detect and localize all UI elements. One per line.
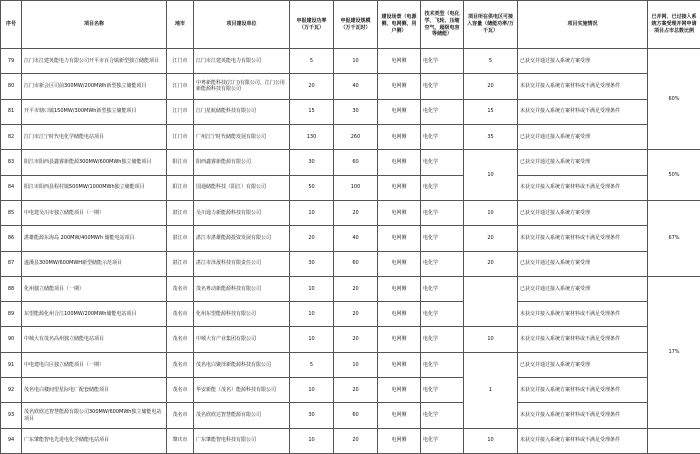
table-row [1, 302, 700, 327]
cell-seq: 85 [1, 200, 22, 225]
cell-scene: 电网侧 [378, 150, 421, 175]
cell-power: 5 [290, 49, 334, 74]
cell-grid: 5 [464, 49, 518, 74]
cell-city: 茂名市 [167, 302, 194, 327]
cell-scene: 电网侧 [378, 428, 421, 453]
cell-grid: 10 [464, 428, 518, 453]
cell-project: 遂溪县300MW/600MWH新型储能示范项目 [22, 251, 167, 276]
cell-project: 化州独立储能项目（一期） [22, 276, 167, 301]
cell-power: 10 [290, 378, 334, 403]
cell-ratio-zhaoqing [648, 428, 700, 453]
cell-status: 已获交并通过接入系统方案受理 [518, 276, 648, 301]
cell-seq: 93 [1, 403, 22, 428]
cell-seq: 84 [1, 175, 22, 200]
table-row [1, 276, 700, 301]
cell-power: 30 [290, 403, 334, 428]
table-row [1, 352, 700, 377]
cell-unit: 化州东望能源科技有限公司 [194, 302, 290, 327]
header-power: 申报建设功率（万千瓦） [290, 1, 334, 49]
cell-status: 未获交并接入系统方案材料或不满足受理条件 [518, 378, 648, 403]
cell-project: 东望能源化州合江100MW/200MWh储能电站项目 [22, 302, 167, 327]
cell-tech: 电化学 [421, 302, 464, 327]
cell-scene: 电网侧 [378, 403, 421, 428]
cell-power: 10 [290, 327, 334, 352]
cell-grid: 20 [464, 251, 518, 276]
cell-city: 茂名市 [167, 352, 194, 377]
cell-scene: 电网侧 [378, 49, 421, 74]
cell-power: 10 [290, 302, 334, 327]
table-row [1, 74, 700, 99]
cell-scene: 电网侧 [378, 99, 421, 124]
cell-power: 5 [290, 352, 334, 377]
cell-unit: 吴川通力新能源科技有限公司 [194, 200, 290, 225]
header-capacity: 申报建设规模（万千瓦时） [334, 1, 378, 49]
cell-tech: 电化学 [421, 327, 464, 352]
cell-project: 江门市新会区司前300MW/200MWh新型独立储能项目 [22, 74, 167, 99]
cell-power: 30 [290, 251, 334, 276]
cell-unit: 华安新能（茂名）能源科技有限公司 [194, 378, 290, 403]
cell-city: 阳江市 [167, 175, 194, 200]
cell-seq: 88 [1, 276, 22, 301]
cell-unit: 江门市江建英能电力有限公司 [194, 49, 290, 74]
table-row [1, 226, 700, 251]
cell-grid: 10 [464, 200, 518, 225]
cell-ratio-zhanjiang: 67% [648, 200, 700, 276]
cell-tech: 电化学 [421, 150, 464, 175]
cell-unit: 广州江宁时代储能发展有限公司 [194, 124, 290, 149]
cell-unit: 阳西鑫睿新能源有限公司 [194, 150, 290, 175]
cell-status: 已获交并通过接入系统方案受理 [518, 251, 648, 276]
cell-status: 未获交并接入系统方案材料或不满足受理条件 [518, 327, 648, 352]
cell-grid: 20 [464, 74, 518, 99]
cell-capacity: 10 [334, 49, 378, 74]
cell-tech: 电化学 [421, 175, 464, 200]
cell-power: 10 [290, 276, 334, 301]
cell-tech: 电化学 [421, 428, 464, 453]
cell-power: 20 [290, 74, 334, 99]
cell-capacity: 20 [334, 378, 378, 403]
cell-grid: 20 [464, 226, 518, 251]
cell-project: 广东肇能智电先进电化学储能电站项目 [22, 428, 167, 453]
cell-capacity: 60 [334, 403, 378, 428]
cell-project: 茂名电白楼间望星际电厂配套储能项目 [22, 378, 167, 403]
cell-status: 已获交并通过接入系统方案受理 [518, 200, 648, 225]
cell-unit: 茂名欣欣达智慧能源有限公司 [194, 403, 290, 428]
cell-seq: 91 [1, 352, 22, 377]
cell-power: 50 [290, 175, 334, 200]
cell-seq: 90 [1, 327, 22, 352]
cell-grid: 35 [464, 124, 518, 149]
cell-tech: 电化学 [421, 74, 464, 99]
table-row [1, 49, 700, 74]
cell-city: 茂名市 [167, 378, 194, 403]
cell-capacity: 20 [334, 276, 378, 301]
cell-status: 未获交并接入系统方案材料或不满足受理条件 [518, 302, 648, 327]
cell-status: 未获交并接入系统方案材料或不满足受理条件 [518, 74, 648, 99]
cell-grid: 15 [464, 99, 518, 124]
cell-unit: 中粤新能科技(江门)有限公司、江门公用新能源科技有限公司 [194, 74, 290, 99]
cell-project: 江门市江建英能电力有限公司开平市百合镇新型独立储能项目 [22, 49, 167, 74]
cell-capacity: 60 [334, 150, 378, 175]
table-row [1, 175, 700, 200]
cell-seq: 79 [1, 49, 22, 74]
cell-scene: 电网侧 [378, 352, 421, 377]
cell-scene: 电网侧 [378, 74, 421, 99]
header-row [1, 1, 700, 49]
cell-tech: 电化学 [421, 352, 464, 377]
cell-project: 茂名欣欣达智慧能源有限公司300MW/600MWh独立储能电站项目 [22, 403, 167, 428]
cell-project: 中电建电白区独立储能项目（一期） [22, 352, 167, 377]
table-row [1, 378, 700, 403]
cell-seq: 83 [1, 150, 22, 175]
cell-city: 湛江市 [167, 251, 194, 276]
cell-status: 未获交并接入系统方案材料或不满足受理条件 [518, 403, 648, 428]
cell-tech: 电化学 [421, 200, 464, 225]
cell-unit: 湛江市湛雄能源投资发展有限公司 [194, 226, 290, 251]
header-seq: 序号 [1, 1, 22, 49]
cell-ratio-yangjiang: 50% [648, 150, 700, 201]
header-unit: 项目建设单位 [194, 1, 290, 49]
table-row [1, 327, 700, 352]
cell-status: 未获交并接入系统方案材料或不满足受理条件 [518, 226, 648, 251]
cell-seq: 82 [1, 124, 22, 149]
cell-city: 江门市 [167, 74, 194, 99]
cell-project: 中电建吴川市独立储能项目（一期） [22, 200, 167, 225]
cell-scene: 电网侧 [378, 276, 421, 301]
cell-unit: 广东肇能智电科技有限公司 [194, 428, 290, 453]
header-project: 项目名称 [22, 1, 167, 49]
cell-unit: 茂名电白聚泽新能源科技有限公司 [194, 352, 290, 377]
cell-unit: 江门星航储能科技有限公司 [194, 99, 290, 124]
cell-seq: 80 [1, 74, 22, 99]
cell-grid: 1 [464, 352, 518, 428]
header-status: 项目实施情况 [518, 1, 648, 49]
header-grid-capacity: 项目所在供电区可接入容量（储能功率/万千瓦） [464, 1, 518, 49]
cell-project: 开平市塘口镇150MW/300MWh新型独立储能项目 [22, 99, 167, 124]
cell-power: 10 [290, 200, 334, 225]
cell-tech: 电化学 [421, 99, 464, 124]
cell-scene: 电网侧 [378, 124, 421, 149]
cell-tech: 电化学 [421, 251, 464, 276]
header-scene: 建设场景（电源侧、电网侧、用户侧） [378, 1, 421, 49]
cell-capacity: 20 [334, 428, 378, 453]
cell-city: 江门市 [167, 49, 194, 74]
cell-grid [464, 276, 518, 327]
cell-scene: 电网侧 [378, 175, 421, 200]
cell-city: 茂名市 [167, 327, 194, 352]
cell-unit: 中城大有产业集团有限公司 [194, 327, 290, 352]
cell-tech: 电化学 [421, 403, 464, 428]
cell-status: 已获交并通过接入系统方案受理 [518, 352, 648, 377]
cell-seq: 92 [1, 378, 22, 403]
table-row [1, 200, 700, 225]
cell-city: 湛江市 [167, 226, 194, 251]
cell-unit: 茂名粤动新能源科技有限公司 [194, 276, 290, 301]
cell-seq: 87 [1, 251, 22, 276]
table-row [1, 251, 700, 276]
table-row [1, 403, 700, 428]
cell-seq: 89 [1, 302, 22, 327]
table-row [1, 150, 700, 175]
cell-capacity: 10 [334, 352, 378, 377]
table-row [1, 124, 700, 149]
cell-status: 未获交并接入系统方案材料或不满足受理条件 [518, 99, 648, 124]
cell-status: 已获交并通过接入系统方案受理 [518, 150, 648, 175]
cell-seq: 94 [1, 428, 22, 453]
cell-city: 茂名市 [167, 276, 194, 301]
cell-power: 130 [290, 124, 334, 149]
cell-scene: 电网侧 [378, 302, 421, 327]
cell-tech: 电化学 [421, 226, 464, 251]
cell-unit: 国通储能科技（阳江）有限公司 [194, 175, 290, 200]
cell-seq: 81 [1, 99, 22, 124]
cell-grid: 10 [464, 150, 518, 201]
cell-tech: 电化学 [421, 276, 464, 301]
cell-capacity: 20 [334, 327, 378, 352]
cell-capacity: 20 [334, 200, 378, 225]
cell-capacity: 40 [334, 226, 378, 251]
cell-tech: 电化学 [421, 378, 464, 403]
cell-ratio-jiangmen: 60% [648, 49, 700, 150]
cell-capacity: 100 [334, 175, 378, 200]
cell-ratio-maoming: 17% [648, 276, 700, 428]
cell-project: 中城大有茂名高州独立储能电站项目 [22, 327, 167, 352]
cell-capacity: 60 [334, 251, 378, 276]
cell-status: 已获交并通过接入系统方案受理 [518, 49, 648, 74]
cell-project: 阳江市阳西县鑫睿新能源300MW/600MWh独立储能项目 [22, 150, 167, 175]
cell-city: 江门市 [167, 99, 194, 124]
cell-project: 江门市江宁时代电化学储能电站项目 [22, 124, 167, 149]
cell-scene: 电网侧 [378, 327, 421, 352]
cell-grid: 10 [464, 327, 518, 352]
cell-status: 已获交并通过接入系统方案受理 [518, 124, 648, 149]
cell-capacity: 40 [334, 74, 378, 99]
cell-tech: 电化学 [421, 49, 464, 74]
cell-city: 茂名市 [167, 403, 194, 428]
cell-city: 肇庆市 [167, 428, 194, 453]
table-row [1, 428, 700, 453]
cell-unit: 湛江市泽晟科技有限责任公司 [194, 251, 290, 276]
cell-status: 未获交并接入系统方案材料或不满足受理条件 [518, 428, 648, 453]
header-city: 地市 [167, 1, 194, 49]
cell-power: 30 [290, 150, 334, 175]
cell-scene: 电网侧 [378, 226, 421, 251]
cell-capacity: 260 [334, 124, 378, 149]
cell-seq: 86 [1, 226, 22, 251]
cell-capacity: 30 [334, 99, 378, 124]
cell-capacity: 20 [334, 302, 378, 327]
cell-scene: 电网侧 [378, 200, 421, 225]
cell-scene: 电网侧 [378, 378, 421, 403]
cell-power: 20 [290, 226, 334, 251]
cell-scene: 电网侧 [378, 251, 421, 276]
cell-project: 湛雄能源东海岛 200MW/400MWh 储能电站项目 [22, 226, 167, 251]
cell-tech: 电化学 [421, 124, 464, 149]
cell-project: 阳江市阳西县程村镇500MW/1000MWh独立储能项目 [22, 175, 167, 200]
table-row [1, 99, 700, 124]
cell-power: 10 [290, 428, 334, 453]
cell-power: 15 [290, 99, 334, 124]
header-ratio: 已并网、已过接入系统方案受理并网申请项目占市总数比例 [648, 1, 700, 49]
cell-city: 阳江市 [167, 150, 194, 175]
header-tech: 技术类型（电化学、飞轮、压缩空气、超级电容等储能） [421, 1, 464, 49]
cell-status: 未获交并接入系统方案材料或不满足受理条件 [518, 175, 648, 200]
cell-city: 湛江市 [167, 200, 194, 225]
cell-city: 江门市 [167, 124, 194, 149]
